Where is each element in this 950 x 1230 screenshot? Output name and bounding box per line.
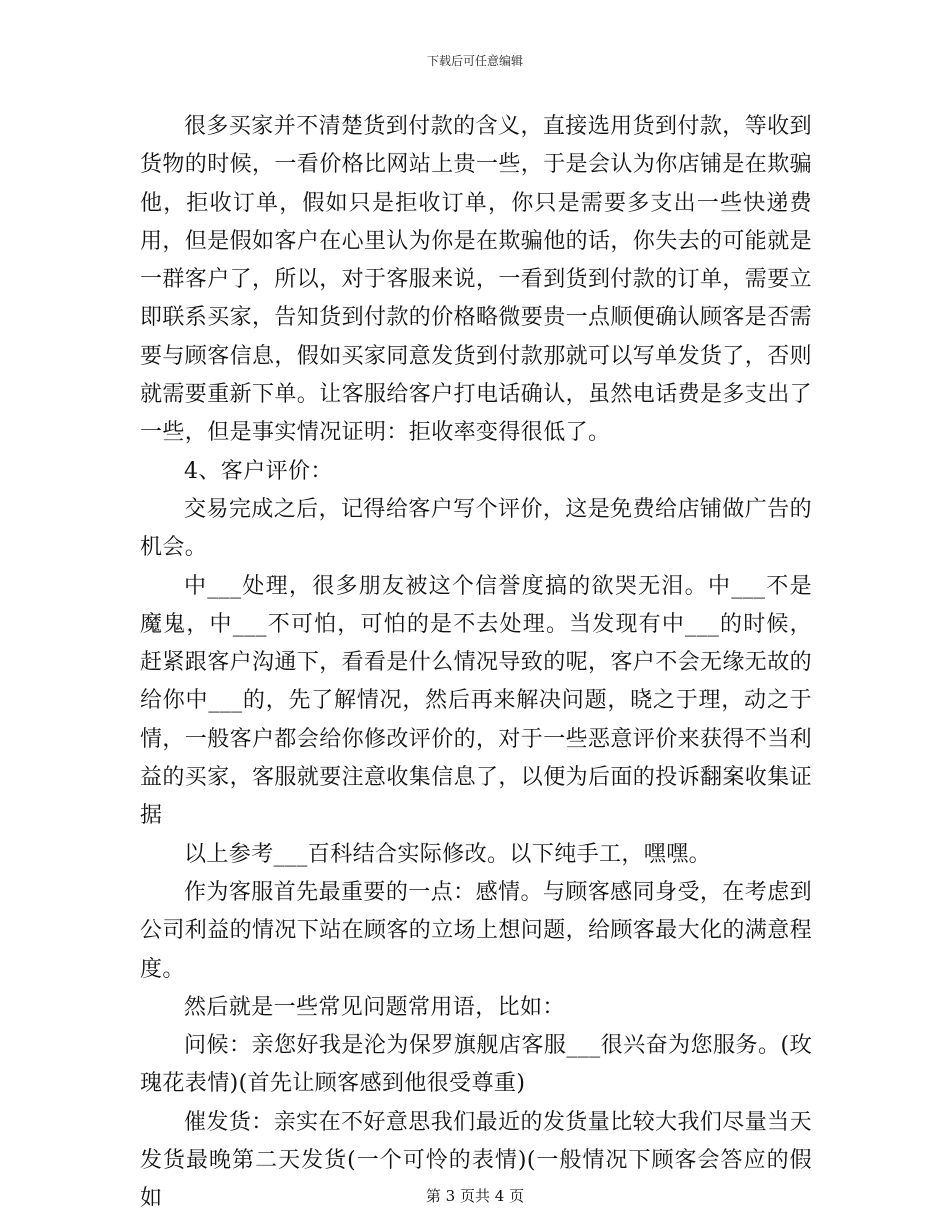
paragraph-cod-explanation: 很多买家并不清楚货到付款的含义，直接选用货到付款，等收到货物的时候，一看价格比网站上贵一些，于是会认为你店铺是在欺骗他，拒收订单，假如只是拒收订单，你只是需要多支出一些快递费用，但是假如客户在心里认为你是在欺骗他的话，你失去的可能就是一群客户了，所以，对于客服来说，一看到货到付款的订单，需要立即联系买家，告知货到付款的价格略微要贵一点顺便确认顾客是否需要与顾客信息，假如买家同意发货到付款那就可以写单发货了，否则就需要重新下单。让客服给客户打电话确认，虽然电话费是多支出了一些，但是事实情况证明：拒收率变得很低了。 (140, 114, 813, 446)
paragraph-greeting: 问候：亲您好我是沦为保罗旗舰店客服___很兴奋为您服务。(玫瑰花表情)(首先让顾客感到他很受尊重) (140, 1033, 812, 1097)
page-header: 下载后可任意编辑 (426, 54, 523, 68)
paragraph-review-after-trade: 交易完成之后，记得给客户写个评价，这是免费给店铺做广告的机会。 (140, 496, 812, 561)
paragraph-urge-shipping: 催发货：亲实在不好意思我们最近的发货量比较大我们尽量当天发货最晚第二天发货(一个可怜的表情)(一般情况下顾客会答应的假如 (140, 1109, 812, 1212)
page-footer: 第 3 页共 4 页 (425, 1187, 525, 1205)
document-body (140, 108, 812, 1219)
section-heading-customer-review: 4、客户评价： (184, 458, 333, 484)
paragraph-reference-note: 以上参考___百科结合实际修改。以下纯手工，嘿嘿。 (184, 841, 712, 867)
paragraph-service-emotion: 作为客服首先最重要的一点：感情。与顾客感同身受，在考虑到公司利益的情况下站在顾客的立场上想问题，给顾客最大化的满意程度。 (140, 879, 813, 982)
paragraph-handle-neutral-review: 中___处理，很多朋友被这个信誉度搞的欲哭无泪。中___不是魔鬼，中___不可怕，可怕的是不去处理。当发现有中___的时候，赶紧跟客户沟通下，看看是什么情况导致的呢，客户不会无缘无故的给你中___的，先了解情况，然后再来解决问题，晓之于理，动之于情，一般客户都会给你修改评价的，对于一些恶意评价来获得不当利益的买家，客服就要注意收集信息了，以便为后面的投诉翻案收集证据 (140, 573, 813, 829)
paragraph-common-phrases-intro: 然后就是一些常见问题常用语，比如： (184, 994, 565, 1020)
